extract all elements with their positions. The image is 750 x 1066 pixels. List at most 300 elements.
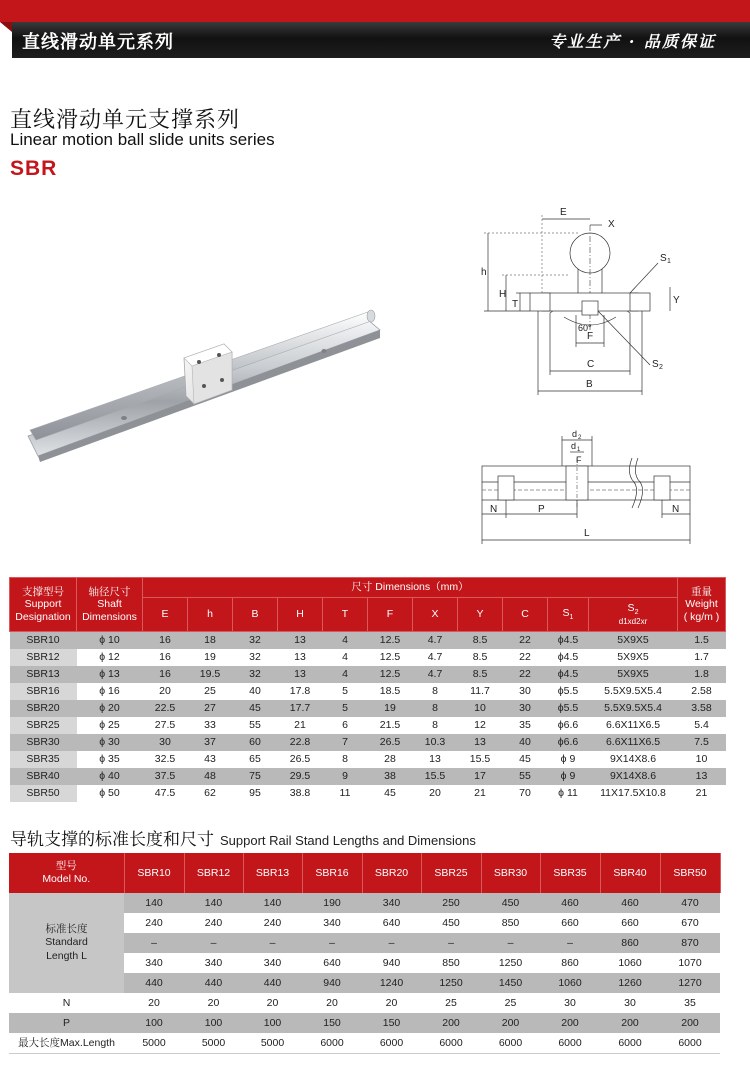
spec-cell: 1.5 xyxy=(678,632,726,650)
section-title-en: Support Rail Stand Lengths and Dimensions xyxy=(220,833,476,848)
rail-length-cell: 860 xyxy=(540,953,600,973)
spec-cell: 19.5 xyxy=(188,666,233,683)
col-h: H xyxy=(278,598,323,632)
spec-cell: 30 xyxy=(503,683,548,700)
spec-row xyxy=(10,717,726,734)
n-row-cell: 20 xyxy=(124,993,184,1013)
spec-cell: 18 xyxy=(188,632,233,650)
spec-row xyxy=(10,683,726,700)
svg-text:h: h xyxy=(481,267,487,278)
spec-cell: 8 xyxy=(413,717,458,734)
spec-cell: 21 xyxy=(458,785,503,802)
col-f: F xyxy=(368,598,413,632)
rail-length-cell: 1270 xyxy=(660,973,720,993)
section-title-cn: 导轨支撑的标准长度和尺寸 xyxy=(10,830,214,850)
p-row-cell: 200 xyxy=(481,1013,540,1033)
spec-cell: 33 xyxy=(188,717,233,734)
spec-cell: 10.3 xyxy=(413,734,458,751)
spec-cell: 12.5 xyxy=(368,632,413,650)
spec-cell: 4.7 xyxy=(413,649,458,666)
spec-row xyxy=(10,649,726,666)
spec-cell: 8 xyxy=(413,683,458,700)
spec-cell: 8 xyxy=(413,700,458,717)
spec-model-cell: SBR20 xyxy=(10,700,77,717)
spec-cell: 5X9X5 xyxy=(589,632,678,650)
spec-cell: 40 xyxy=(503,734,548,751)
spec-cell: 30 xyxy=(143,734,188,751)
rail-length-cell: 1250 xyxy=(421,973,481,993)
spec-cell: 13 xyxy=(678,768,726,785)
max-length-row-cell: 6000 xyxy=(660,1033,720,1054)
spec-cell: 32 xyxy=(233,666,278,683)
max-length-row-cell: 6000 xyxy=(481,1033,540,1054)
spec-model-cell: SBR40 xyxy=(10,768,77,785)
rail-length-cell: – xyxy=(540,933,600,953)
spec-cell: 12 xyxy=(458,717,503,734)
spec-model-cell: SBR50 xyxy=(10,785,77,802)
spec-model-cell: SBR13 xyxy=(10,666,77,683)
svg-text:S: S xyxy=(652,359,659,370)
cross-section-diagram xyxy=(470,205,695,400)
max-length-row-cell: 6000 xyxy=(362,1033,421,1054)
rail-col-sbr30: SBR30 xyxy=(481,853,540,893)
rail-length-cell: – xyxy=(421,933,481,953)
spec-cell: 55 xyxy=(233,717,278,734)
rail-length-cell: 460 xyxy=(540,893,600,913)
spec-cell: ϕ 11 xyxy=(548,785,589,802)
svg-text:2: 2 xyxy=(659,364,663,371)
svg-text:C: C xyxy=(587,359,595,370)
standard-length-label: 标准长度 Standard Length L xyxy=(9,893,124,993)
spec-cell: 11 xyxy=(323,785,368,802)
rail-length-cell: 640 xyxy=(362,913,421,933)
spec-cell: 37.5 xyxy=(143,768,188,785)
spec-cell: 27 xyxy=(188,700,233,717)
p-row-cell: 200 xyxy=(660,1013,720,1033)
spec-cell: 13 xyxy=(278,666,323,683)
rail-length-cell: 190 xyxy=(302,893,362,913)
spec-cell: ϕ 35 xyxy=(77,751,143,768)
svg-text:E: E xyxy=(560,207,567,218)
spec-cell: 65 xyxy=(233,751,278,768)
spec-row xyxy=(10,666,726,683)
spec-cell: 4.7 xyxy=(413,632,458,650)
spec-cell: 29.5 xyxy=(278,768,323,785)
max-length-row-cell: 6000 xyxy=(421,1033,481,1054)
spec-model-cell: SBR16 xyxy=(10,683,77,700)
spec-row xyxy=(10,734,726,751)
spec-cell: 22 xyxy=(503,666,548,683)
spec-cell: 45 xyxy=(503,751,548,768)
rail-length-cell: 140 xyxy=(124,893,184,913)
spec-cell: 12.5 xyxy=(368,666,413,683)
banner-red-strip xyxy=(0,0,750,22)
svg-text:1: 1 xyxy=(667,258,671,265)
spec-model-cell: SBR10 xyxy=(10,632,77,650)
svg-text:N: N xyxy=(490,504,498,515)
spec-cell: 13 xyxy=(278,649,323,666)
spec-cell: ϕ 12 xyxy=(77,649,143,666)
spec-cell: 6 xyxy=(323,717,368,734)
spec-cell: 45 xyxy=(233,700,278,717)
spec-cell: 95 xyxy=(233,785,278,802)
rail-length-cell: 340 xyxy=(302,913,362,933)
spec-cell: 28 xyxy=(368,751,413,768)
spec-cell: 8.5 xyxy=(458,666,503,683)
rail-length-cell: 340 xyxy=(243,953,302,973)
spec-cell: 26.5 xyxy=(368,734,413,751)
spec-cell: 45 xyxy=(368,785,413,802)
n-row-cell: 25 xyxy=(481,993,540,1013)
p-row-cell: 200 xyxy=(421,1013,481,1033)
rail-length-cell: 640 xyxy=(302,953,362,973)
rail-col-sbr12: SBR12 xyxy=(184,853,243,893)
spec-cell: ϕ 30 xyxy=(77,734,143,751)
spec-cell: 3.58 xyxy=(678,700,726,717)
spec-cell: 17.8 xyxy=(278,683,323,700)
spec-cell: 4 xyxy=(323,632,368,650)
p-row-cell: 200 xyxy=(600,1013,660,1033)
spec-cell: 35 xyxy=(503,717,548,734)
spec-cell: 47.5 xyxy=(143,785,188,802)
rail-length-table xyxy=(9,853,721,1054)
model-title: SBR xyxy=(10,157,58,180)
spec-cell: 12.5 xyxy=(368,649,413,666)
spec-cell: ϕ 50 xyxy=(77,785,143,802)
max-length-row-cell: 6000 xyxy=(600,1033,660,1054)
spec-cell: 21.5 xyxy=(368,717,413,734)
spec-cell: 7.5 xyxy=(678,734,726,751)
spec-cell: 62 xyxy=(188,785,233,802)
col-e: E xyxy=(143,598,188,632)
rail-length-cell: 440 xyxy=(243,973,302,993)
rail-length-cell: 860 xyxy=(600,933,660,953)
rail-col-sbr25: SBR25 xyxy=(421,853,481,893)
banner-series-title: 直线滑动单元系列 xyxy=(22,32,174,53)
spec-cell: 15.5 xyxy=(458,751,503,768)
rail-length-cell: 340 xyxy=(124,953,184,973)
spec-cell: 21 xyxy=(278,717,323,734)
spec-cell: 9 xyxy=(323,768,368,785)
p-row-cell: 150 xyxy=(302,1013,362,1033)
n-row-cell: 20 xyxy=(302,993,362,1013)
max-length-row-cell: 6000 xyxy=(302,1033,362,1054)
svg-text:X: X xyxy=(608,219,615,230)
spec-cell: 19 xyxy=(368,700,413,717)
product-photo xyxy=(24,296,386,466)
spec-cell: 9X14X8.6 xyxy=(589,751,678,768)
rail-length-cell: – xyxy=(124,933,184,953)
spec-cell: 10 xyxy=(678,751,726,768)
rail-col-sbr40: SBR40 xyxy=(600,853,660,893)
svg-text:N: N xyxy=(672,504,680,515)
spec-cell: 5X9X5 xyxy=(589,666,678,683)
col-c: C xyxy=(503,598,548,632)
spec-cell: 5 xyxy=(323,700,368,717)
spec-cell: 2.58 xyxy=(678,683,726,700)
svg-text:F: F xyxy=(587,331,594,342)
spec-cell: 20 xyxy=(413,785,458,802)
svg-text:P: P xyxy=(538,504,545,515)
side-view-diagram xyxy=(470,428,695,550)
rail-length-cell: 850 xyxy=(421,953,481,973)
rail-col-model: 型号 Model No. xyxy=(9,853,124,893)
col-t: T xyxy=(323,598,368,632)
max-length-row-cell: 5000 xyxy=(124,1033,184,1054)
spec-cell: ϕ6.6 xyxy=(548,717,589,734)
spec-cell: 6.6X11X6.5 xyxy=(589,734,678,751)
spec-cell: 11X17.5X10.8 xyxy=(589,785,678,802)
n-row-cell: 30 xyxy=(540,993,600,1013)
spec-cell: 19 xyxy=(188,649,233,666)
max-length-row xyxy=(9,1033,720,1054)
spec-model-cell: SBR25 xyxy=(10,717,77,734)
spec-cell: ϕ 10 xyxy=(77,632,143,650)
rail-col-sbr13: SBR13 xyxy=(243,853,302,893)
rail-length-cell: 340 xyxy=(362,893,421,913)
page-title-cn: 直线滑动单元支撑系列 xyxy=(10,108,241,133)
rail-length-cell: 1260 xyxy=(600,973,660,993)
max-length-row-cell: 6000 xyxy=(540,1033,600,1054)
rail-col-sbr20: SBR20 xyxy=(362,853,421,893)
col-support-designation: 支撑型号 Support Designation xyxy=(10,578,77,632)
spec-model-cell: SBR12 xyxy=(10,649,77,666)
spec-cell: 5.5X9.5X5.4 xyxy=(589,683,678,700)
spec-row xyxy=(10,785,726,802)
rail-length-cell: 1060 xyxy=(540,973,600,993)
rail-length-cell: 1070 xyxy=(660,953,720,973)
p-row-cell: 100 xyxy=(184,1013,243,1033)
spec-cell: 32 xyxy=(233,649,278,666)
spec-cell: 11.7 xyxy=(458,683,503,700)
svg-text:d: d xyxy=(571,441,577,451)
spec-cell: 8 xyxy=(323,751,368,768)
p-row-cell: 100 xyxy=(124,1013,184,1033)
dimensions-header: 尺寸 Dimensions（mm） xyxy=(143,578,678,598)
svg-text:1: 1 xyxy=(577,447,581,453)
spec-cell: ϕ 20 xyxy=(77,700,143,717)
rail-length-cell: – xyxy=(302,933,362,953)
n-row-cell: 35 xyxy=(660,993,720,1013)
rail-length-cell: 240 xyxy=(124,913,184,933)
svg-text:Y: Y xyxy=(673,295,680,306)
spec-cell: 37 xyxy=(188,734,233,751)
spec-cell: 38.8 xyxy=(278,785,323,802)
rail-length-cell: 1060 xyxy=(600,953,660,973)
rail-length-cell: – xyxy=(184,933,243,953)
n-row-cell: 25 xyxy=(421,993,481,1013)
rail-length-cell: 470 xyxy=(660,893,720,913)
rail-length-cell: 440 xyxy=(124,973,184,993)
col-weight: 重量 Weight ( kg/m ) xyxy=(678,578,726,632)
rail-length-cell: 340 xyxy=(184,953,243,973)
max-length-row-cell: 5000 xyxy=(243,1033,302,1054)
spec-cell: 5X9X5 xyxy=(589,649,678,666)
spec-cell: 5.4 xyxy=(678,717,726,734)
spec-cell: 13 xyxy=(278,632,323,650)
rail-length-cell: 140 xyxy=(243,893,302,913)
page-title-en: Linear motion ball slide units series xyxy=(10,130,275,149)
spec-cell: 4 xyxy=(323,649,368,666)
n-row-cell: 20 xyxy=(184,993,243,1013)
n-row-cell: 20 xyxy=(362,993,421,1013)
spec-cell: ϕ5.5 xyxy=(548,683,589,700)
col-shaft-dimensions: 轴径尺寸 Shaft Dimensions xyxy=(77,578,143,632)
rail-length-cell: 450 xyxy=(421,913,481,933)
spec-cell: 70 xyxy=(503,785,548,802)
max-length-row-cell: 5000 xyxy=(184,1033,243,1054)
svg-text:d: d xyxy=(572,429,578,439)
spec-cell: ϕ 25 xyxy=(77,717,143,734)
svg-text:L: L xyxy=(584,528,590,539)
section-rail-lengths-heading xyxy=(10,825,476,850)
spec-cell: 8.5 xyxy=(458,632,503,650)
spec-cell: 27.5 xyxy=(143,717,188,734)
svg-text:T: T xyxy=(512,299,519,310)
spec-cell: 30 xyxy=(503,700,548,717)
rail-length-cell: 1250 xyxy=(481,953,540,973)
rail-length-cell: 940 xyxy=(302,973,362,993)
spec-cell: 16 xyxy=(143,666,188,683)
spec-cell: 32.5 xyxy=(143,751,188,768)
spec-table xyxy=(9,577,726,802)
rail-length-row xyxy=(9,893,720,913)
spec-cell: 22 xyxy=(503,649,548,666)
spec-cell: 38 xyxy=(368,768,413,785)
spec-cell: 17.7 xyxy=(278,700,323,717)
spec-cell: 17 xyxy=(458,768,503,785)
spec-cell: 4.7 xyxy=(413,666,458,683)
rail-length-cell: 240 xyxy=(184,913,243,933)
spec-cell: 26.5 xyxy=(278,751,323,768)
col-x: X xyxy=(413,598,458,632)
spec-row xyxy=(10,751,726,768)
spec-cell: ϕ4.5 xyxy=(548,632,589,650)
svg-text:B: B xyxy=(586,379,593,390)
spec-cell: ϕ4.5 xyxy=(548,666,589,683)
spec-cell: 55 xyxy=(503,768,548,785)
spec-cell: ϕ6.6 xyxy=(548,734,589,751)
rail-length-cell: 450 xyxy=(481,893,540,913)
spec-cell: 20 xyxy=(143,683,188,700)
n-row-label: N xyxy=(9,993,124,1013)
spec-cell: 22.5 xyxy=(143,700,188,717)
p-row-cell: 150 xyxy=(362,1013,421,1033)
rail-length-cell: – xyxy=(362,933,421,953)
n-row-cell: 30 xyxy=(600,993,660,1013)
rail-length-cell: 440 xyxy=(184,973,243,993)
svg-text:F: F xyxy=(576,455,582,465)
rail-length-cell: 850 xyxy=(481,913,540,933)
spec-model-cell: SBR35 xyxy=(10,751,77,768)
svg-text:2: 2 xyxy=(578,435,582,441)
p-row-cell: 200 xyxy=(540,1013,600,1033)
spec-cell: ϕ 9 xyxy=(548,768,589,785)
rail-length-cell: 460 xyxy=(600,893,660,913)
rail-length-cell: 660 xyxy=(540,913,600,933)
spec-cell: 32 xyxy=(233,632,278,650)
spec-cell: 60 xyxy=(233,734,278,751)
p-row-label: P xyxy=(9,1013,124,1033)
rail-length-cell: 670 xyxy=(660,913,720,933)
n-row-cell: 20 xyxy=(243,993,302,1013)
rail-length-cell: 240 xyxy=(243,913,302,933)
spec-cell: ϕ 40 xyxy=(77,768,143,785)
spec-cell: 18.5 xyxy=(368,683,413,700)
rail-length-cell: 250 xyxy=(421,893,481,913)
n-row xyxy=(9,993,720,1013)
spec-cell: 21 xyxy=(678,785,726,802)
rail-col-sbr16: SBR16 xyxy=(302,853,362,893)
max-length-row-label: 最大长度Max.Length xyxy=(9,1033,124,1054)
rail-length-cell: 870 xyxy=(660,933,720,953)
p-row-cell: 100 xyxy=(243,1013,302,1033)
col-s2: $S_2$ d1xd2xr xyxy=(589,598,678,632)
svg-text:S: S xyxy=(660,253,667,264)
spec-cell: ϕ 16 xyxy=(77,683,143,700)
spec-cell: 5 xyxy=(323,683,368,700)
spec-cell: 22 xyxy=(503,632,548,650)
header-banner xyxy=(0,0,750,58)
p-row xyxy=(9,1013,720,1033)
svg-text:60°: 60° xyxy=(578,323,592,333)
spec-cell: 16 xyxy=(143,632,188,650)
rail-length-cell: 140 xyxy=(184,893,243,913)
spec-cell: 4 xyxy=(323,666,368,683)
rail-col-sbr50: SBR50 xyxy=(660,853,720,893)
spec-cell: 13 xyxy=(458,734,503,751)
spec-cell: 6.6X11X6.5 xyxy=(589,717,678,734)
rail-length-cell: 940 xyxy=(362,953,421,973)
rail-length-cell: 1450 xyxy=(481,973,540,993)
spec-cell: 7 xyxy=(323,734,368,751)
rail-length-cell: – xyxy=(481,933,540,953)
spec-cell: 1.7 xyxy=(678,649,726,666)
spec-row xyxy=(10,768,726,785)
spec-cell: ϕ 13 xyxy=(77,666,143,683)
spec-cell: 13 xyxy=(413,751,458,768)
spec-cell: 8.5 xyxy=(458,649,503,666)
col-y: Y xyxy=(458,598,503,632)
spec-cell: 9X14X8.6 xyxy=(589,768,678,785)
rail-length-cell: – xyxy=(243,933,302,953)
spec-cell: ϕ4.5 xyxy=(548,649,589,666)
rail-length-cell: 660 xyxy=(600,913,660,933)
spec-cell: 43 xyxy=(188,751,233,768)
rail-col-sbr35: SBR35 xyxy=(540,853,600,893)
spec-cell: 1.8 xyxy=(678,666,726,683)
spec-cell: 5.5X9.5X5.4 xyxy=(589,700,678,717)
spec-cell: 40 xyxy=(233,683,278,700)
spec-cell: 16 xyxy=(143,649,188,666)
spec-cell: 10 xyxy=(458,700,503,717)
spec-model-cell: SBR30 xyxy=(10,734,77,751)
spec-cell: 75 xyxy=(233,768,278,785)
spec-cell: 15.5 xyxy=(413,768,458,785)
banner-slogan: 专业生产 · 品质保证 xyxy=(549,32,716,51)
spec-cell: 25 xyxy=(188,683,233,700)
spec-cell: 22.8 xyxy=(278,734,323,751)
col-b: B xyxy=(233,598,278,632)
svg-text:H: H xyxy=(499,289,507,300)
spec-cell: ϕ5.5 xyxy=(548,700,589,717)
col-h: h xyxy=(188,598,233,632)
spec-cell: 48 xyxy=(188,768,233,785)
spec-row xyxy=(10,632,726,650)
col-s1: $S_1$ xyxy=(548,598,589,632)
spec-cell: ϕ 9 xyxy=(548,751,589,768)
rail-length-cell: 1240 xyxy=(362,973,421,993)
